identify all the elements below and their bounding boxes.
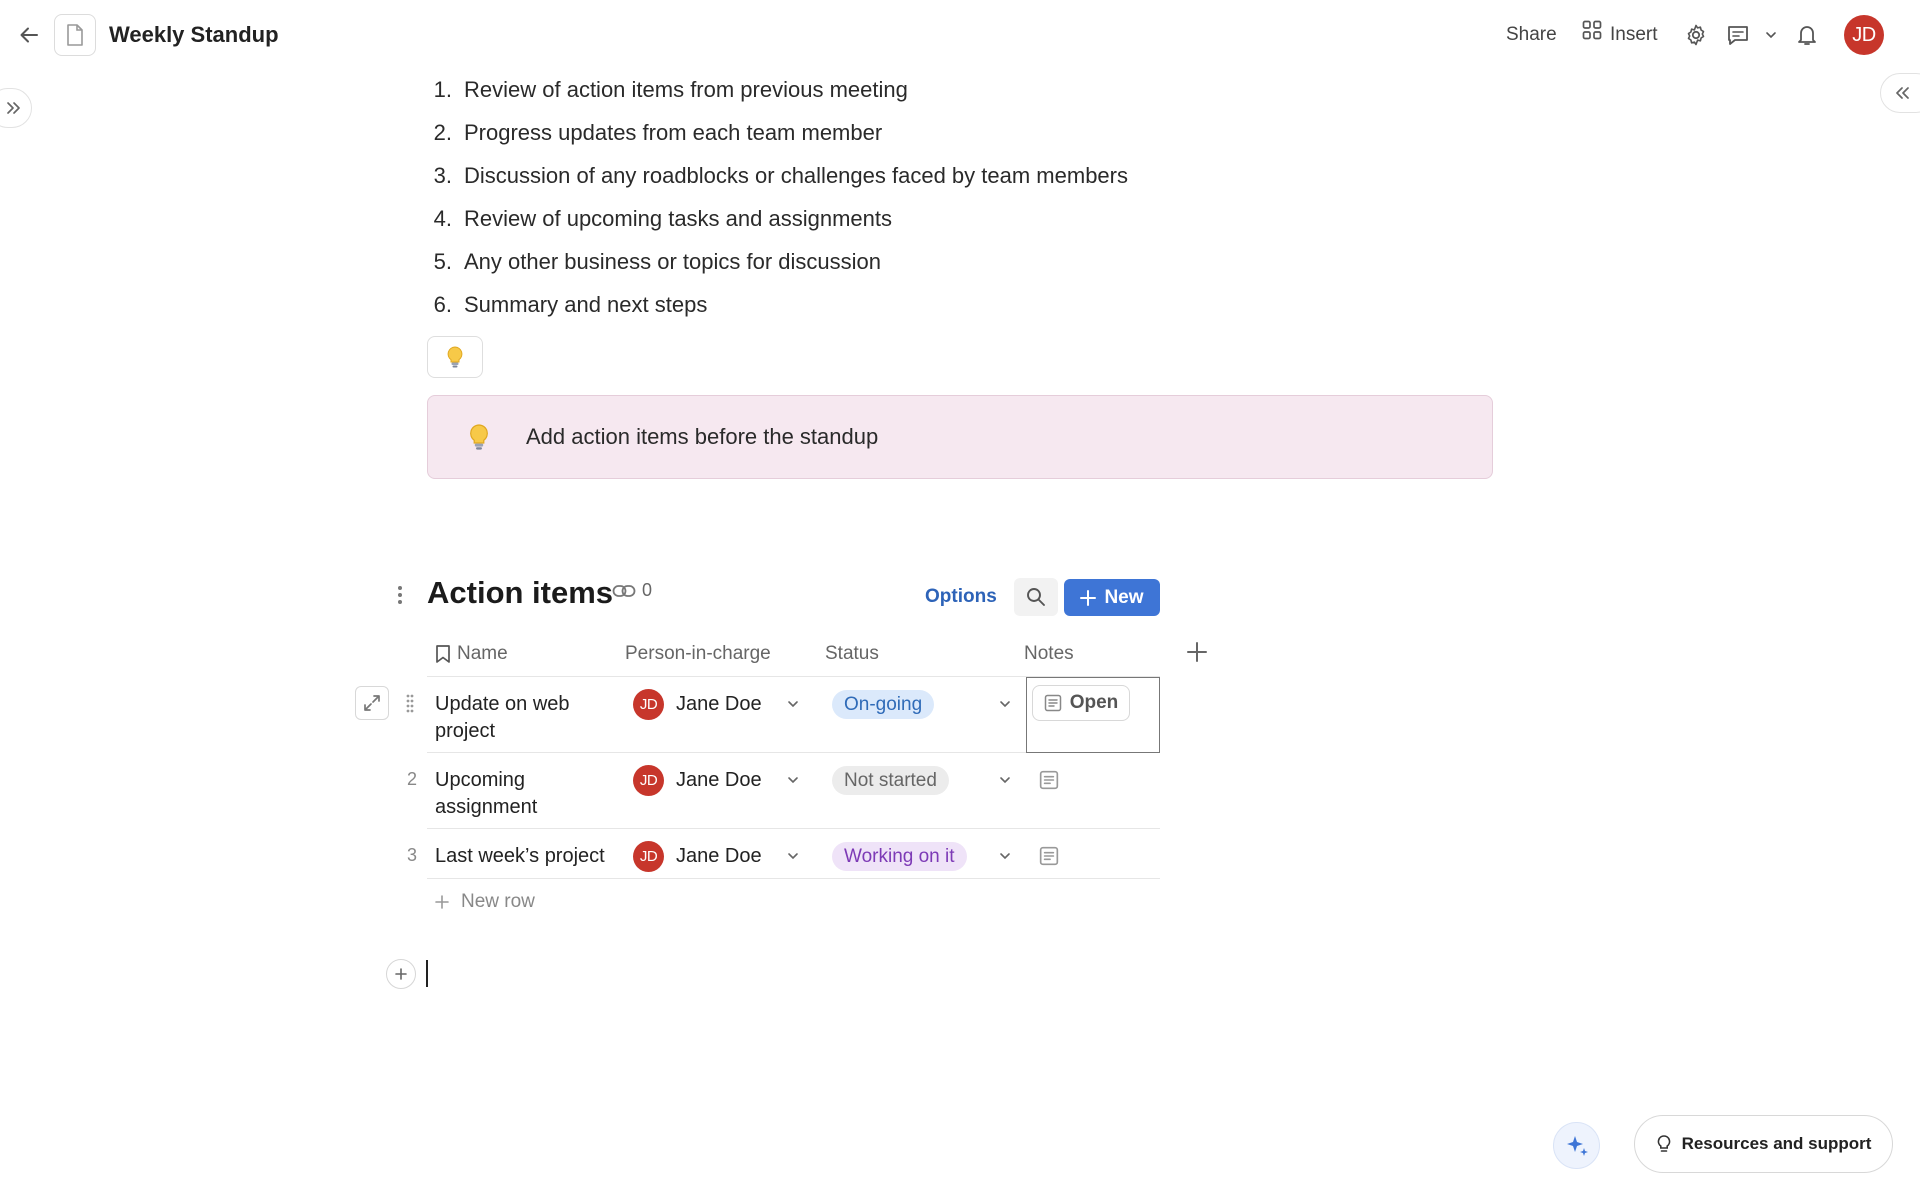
options-button[interactable]: Options: [925, 586, 997, 607]
cell-name[interactable]: Update on web project: [435, 693, 570, 742]
bell-icon[interactable]: [1792, 20, 1822, 50]
expand-sidebar-icon[interactable]: [0, 88, 32, 128]
plus-icon: [1080, 590, 1096, 606]
cell-status[interactable]: [825, 829, 1024, 878]
cell-notes[interactable]: [1024, 753, 1160, 828]
list-text: Review of upcoming tasks and assignments: [464, 206, 892, 231]
insert-grid-icon: [1582, 20, 1602, 50]
row-number: 3: [406, 845, 417, 865]
list-item[interactable]: [430, 72, 1128, 115]
plus-icon: [435, 895, 449, 909]
list-text: Review of action items from previous meeting: [464, 77, 908, 102]
list-number: 1.: [433, 77, 452, 102]
list-number: 6.: [433, 292, 452, 317]
selected-notes-cell[interactable]: [1026, 677, 1160, 753]
search-button[interactable]: [1014, 578, 1058, 616]
text-cursor[interactable]: [426, 960, 428, 987]
list-item[interactable]: [430, 115, 1128, 158]
new-row-button[interactable]: [427, 879, 1160, 925]
open-label: Open: [1069, 692, 1119, 713]
action-items-table: [406, 632, 1160, 925]
add-block-icon[interactable]: [386, 959, 416, 989]
avatar: JD: [633, 841, 664, 872]
status-badge: Working on it: [832, 842, 967, 871]
cell-person[interactable]: [625, 677, 825, 752]
callout-icon-picker[interactable]: [427, 336, 483, 378]
table-row[interactable]: [427, 677, 1160, 753]
chevron-down-icon[interactable]: [998, 773, 1012, 787]
section-menu-icon[interactable]: [390, 580, 410, 610]
back-arrow-icon[interactable]: [14, 20, 44, 50]
linked-count-value: 0: [642, 580, 653, 600]
status-badge: On-going: [832, 690, 934, 719]
lightbulb-icon: [464, 422, 494, 452]
list-number: 2.: [433, 120, 452, 145]
collapse-right-panel-icon[interactable]: [1880, 73, 1920, 113]
new-button-label: New: [1104, 586, 1144, 608]
table-row[interactable]: [406, 829, 1160, 879]
gear-icon[interactable]: [1681, 20, 1711, 50]
page-title[interactable]: Weekly Standup: [109, 22, 279, 47]
list-item[interactable]: [430, 158, 1128, 201]
lightbulb-icon: [445, 345, 465, 369]
table-header: [427, 632, 1160, 677]
list-item[interactable]: [430, 201, 1128, 244]
list-number: 3.: [433, 163, 452, 188]
new-item-button[interactable]: [1064, 579, 1160, 616]
row-number: 2: [406, 769, 417, 789]
column-header-name[interactable]: [427, 643, 625, 665]
column-header-person[interactable]: [625, 643, 825, 665]
list-text: Discussion of any roadblocks or challenges faced by team members: [464, 163, 1128, 188]
open-notes-button[interactable]: [1032, 685, 1130, 721]
chevron-down-icon[interactable]: [998, 697, 1012, 711]
list-text: Progress updates from each team member: [464, 120, 883, 145]
link-icon: [612, 584, 636, 598]
comment-icon[interactable]: [1723, 20, 1753, 50]
new-row-label: New row: [461, 891, 535, 912]
cell-name[interactable]: Upcoming assignment: [435, 769, 538, 818]
note-icon: [1044, 694, 1062, 712]
column-label: Person-in-charge: [625, 643, 771, 664]
table-row[interactable]: [406, 753, 1160, 829]
note-icon: [1038, 769, 1060, 791]
cell-person[interactable]: [625, 753, 825, 828]
resources-support-button[interactable]: [1634, 1115, 1893, 1173]
add-column-icon[interactable]: [1185, 640, 1209, 664]
section-title[interactable]: Action items: [427, 575, 614, 610]
drag-handle-icon[interactable]: [403, 691, 417, 715]
list-text: Any other business or topics for discussion: [464, 249, 881, 274]
lightbulb-icon: [1656, 1134, 1672, 1154]
status-badge: Not started: [832, 766, 949, 795]
top-bar: [0, 0, 1920, 70]
cell-notes[interactable]: [1024, 829, 1160, 878]
list-item[interactable]: [430, 244, 1128, 287]
share-button[interactable]: Share: [1506, 24, 1557, 45]
chevron-down-icon[interactable]: [786, 697, 800, 711]
chevron-down-icon[interactable]: [786, 773, 800, 787]
list-text: Summary and next steps: [464, 292, 708, 317]
column-label: Status: [825, 643, 879, 664]
expand-row-icon[interactable]: [355, 686, 389, 720]
search-icon: [1026, 587, 1046, 607]
list-number: 4.: [433, 206, 452, 231]
list-number: 5.: [433, 249, 452, 274]
avatar: JD: [633, 689, 664, 720]
ai-assistant-sparkle-icon[interactable]: [1553, 1122, 1600, 1169]
comment-dropdown-chevron-icon[interactable]: [1756, 20, 1786, 50]
bookmark-icon: [435, 644, 451, 664]
document-icon[interactable]: [54, 14, 96, 56]
callout-block[interactable]: [427, 395, 1493, 479]
column-header-notes[interactable]: [1024, 643, 1160, 665]
column-header-status[interactable]: [825, 643, 1024, 665]
insert-label: Insert: [1610, 24, 1658, 45]
insert-button[interactable]: [1582, 20, 1658, 50]
chevron-down-icon[interactable]: [786, 849, 800, 863]
person-name: Jane Doe: [676, 844, 762, 867]
chevron-down-icon[interactable]: [998, 849, 1012, 863]
agenda-list: [430, 72, 1128, 330]
cell-status[interactable]: [825, 753, 1024, 828]
resources-label: Resources and support: [1681, 1134, 1872, 1153]
callout-text: Add action items before the standup: [526, 424, 879, 449]
cell-name[interactable]: Last week’s project: [435, 845, 605, 867]
cell-status[interactable]: [825, 677, 1024, 752]
column-label: Name: [457, 643, 508, 664]
note-icon: [1038, 845, 1060, 867]
list-item[interactable]: [430, 287, 1128, 330]
cell-person[interactable]: [625, 829, 825, 878]
column-label: Notes: [1024, 643, 1074, 664]
avatar: JD: [633, 765, 664, 796]
person-name: Jane Doe: [676, 692, 762, 715]
user-avatar[interactable]: JD: [1844, 15, 1884, 55]
linked-count[interactable]: [612, 580, 652, 601]
person-name: Jane Doe: [676, 768, 762, 791]
